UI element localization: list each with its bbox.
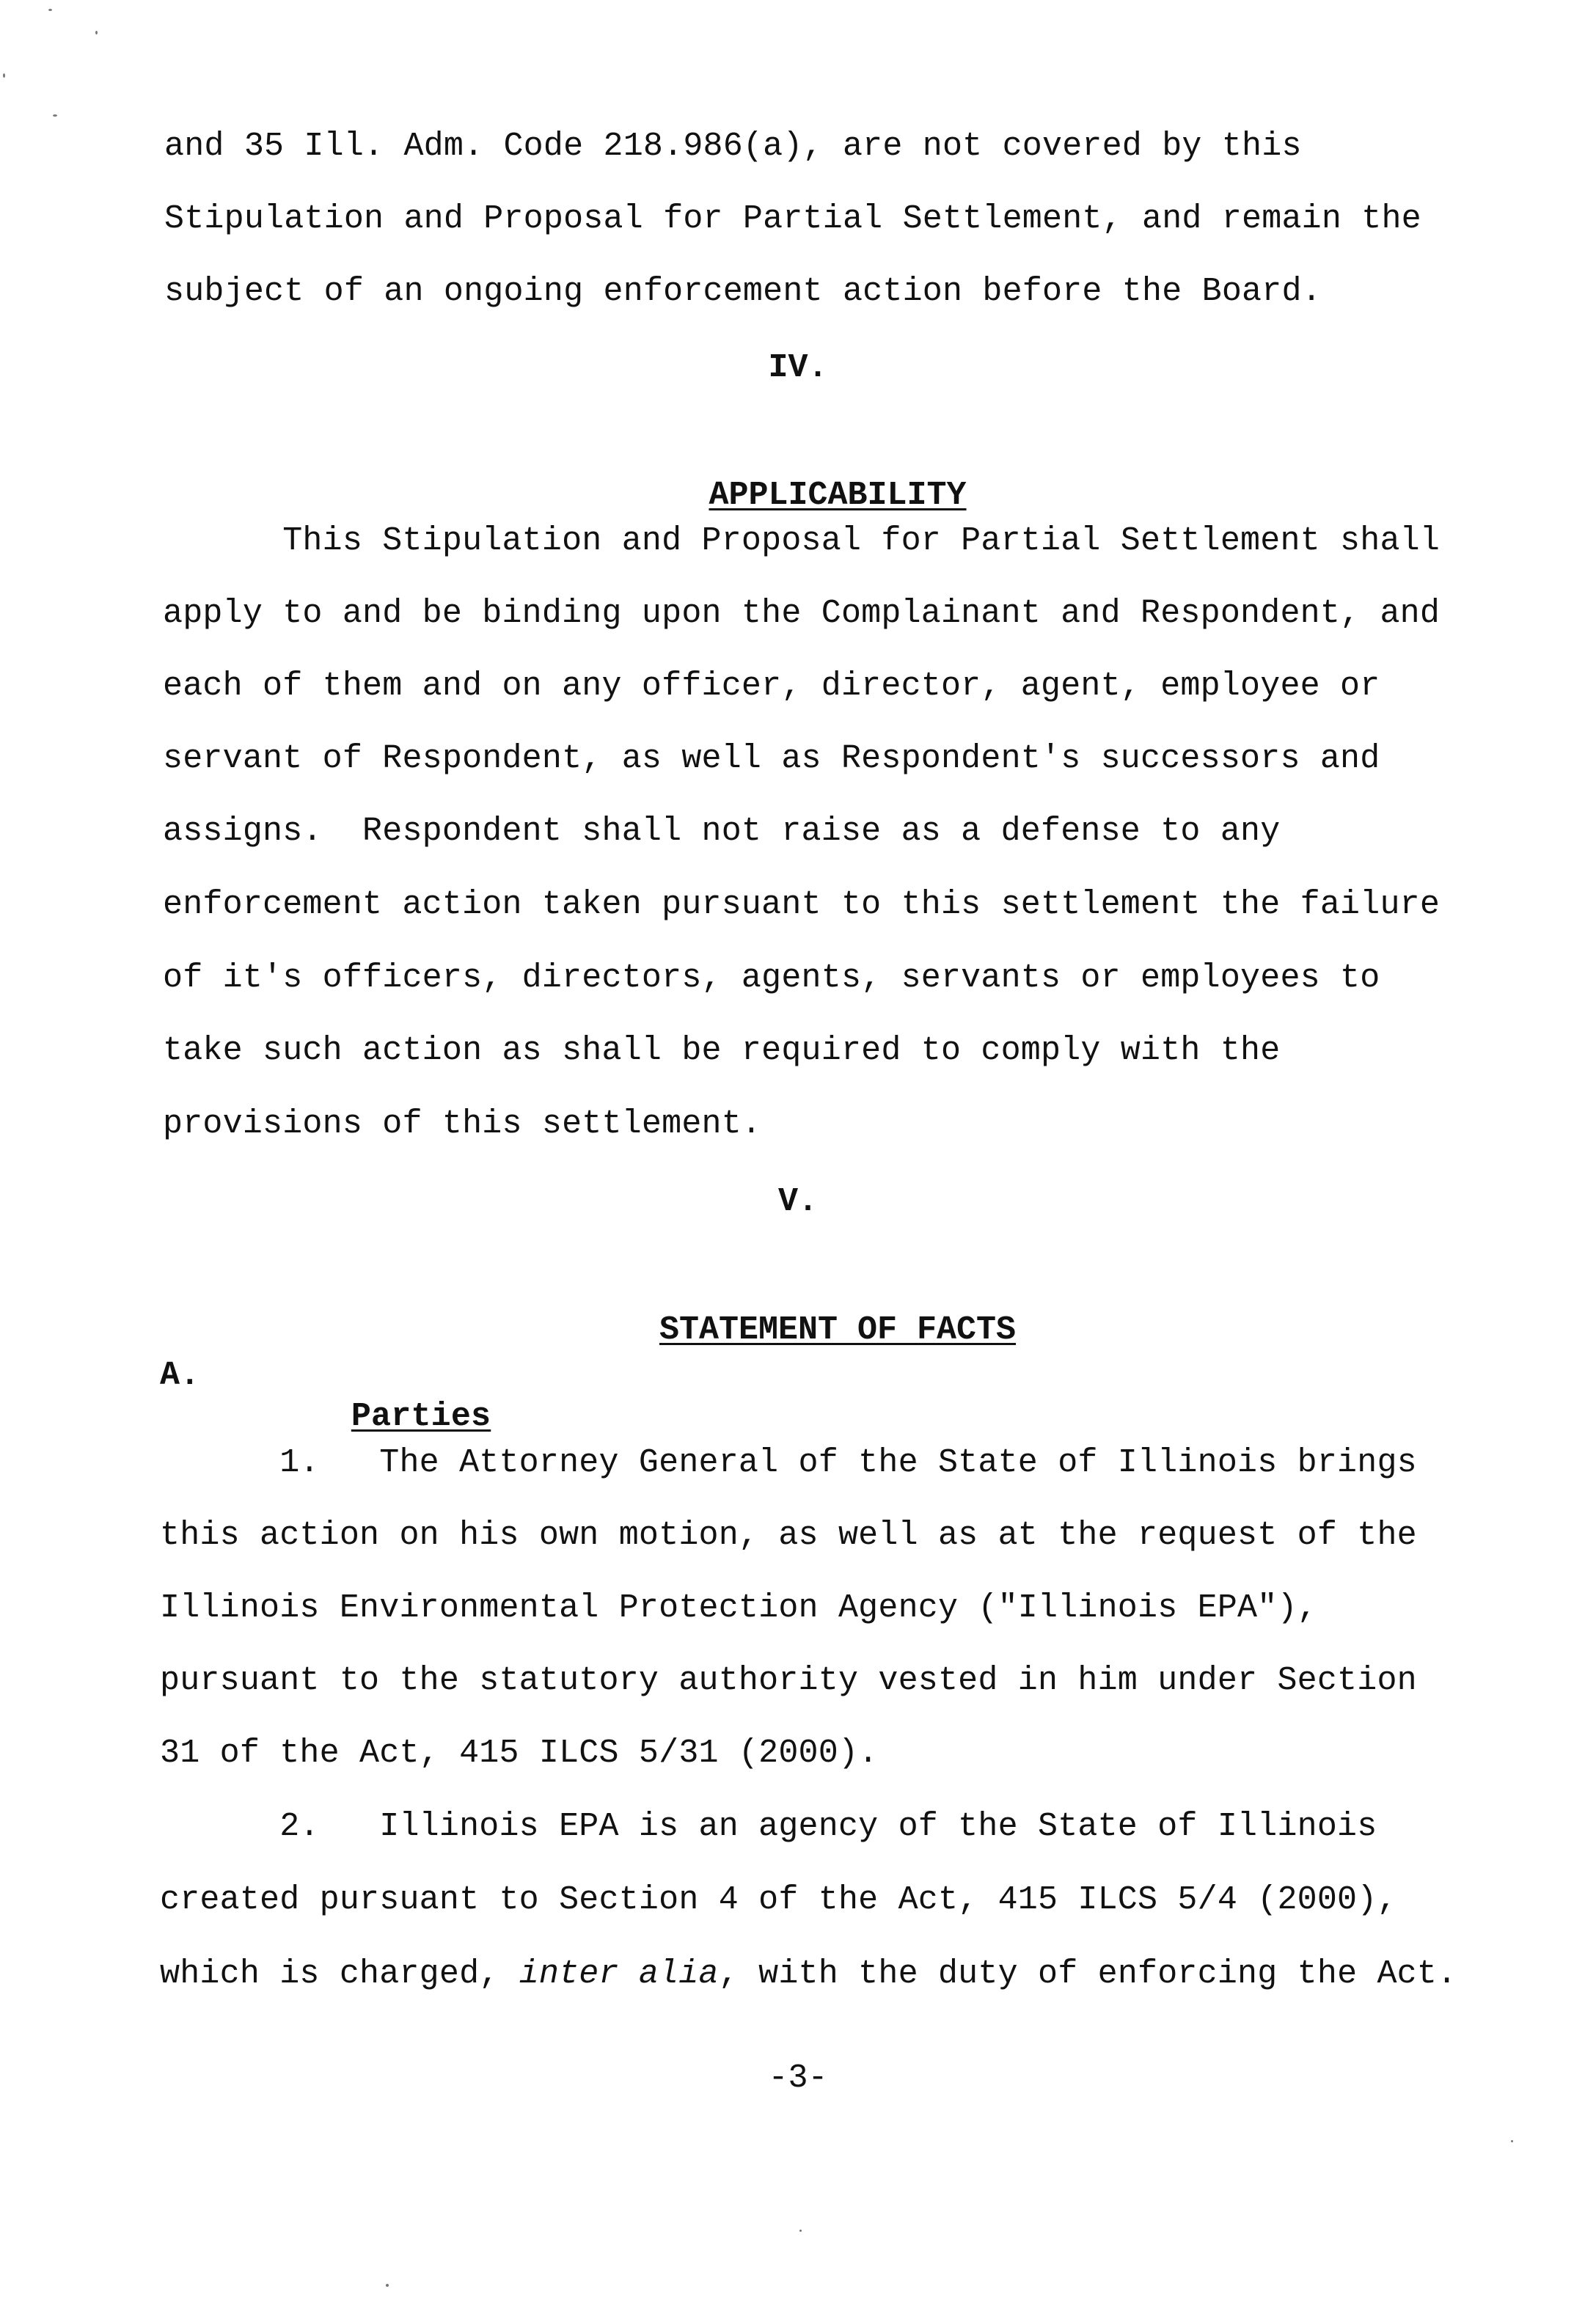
section-iv-heading: APPLICABILITY <box>709 477 967 514</box>
para2-line-3-italic: inter alia <box>519 1955 719 1993</box>
applicability-line-7: of it's officers, directors, agents, servants or employees to <box>163 959 1380 997</box>
section-v-heading: STATEMENT OF FACTS <box>659 1311 1017 1349</box>
para1-line-2: this action on his own motion, as well as at the request of the <box>160 1517 1417 1554</box>
continuation-line-2: Stipulation and Proposal for Partial Settlement, and remain the <box>164 200 1421 238</box>
para1-line-5: 31 of the Act, 415 ILCS 5/31 (2000). <box>160 1735 879 1772</box>
continuation-line-3: subject of an ongoing enforcement action before the Board. <box>164 273 1322 310</box>
scan-speck <box>53 114 57 117</box>
applicability-line-8: take such action as shall be required to comply with the <box>163 1032 1281 1069</box>
section-iv-numeral: IV. <box>768 349 828 387</box>
subsection-a-title: Parties <box>351 1398 491 1435</box>
subsection-a-letter: A. <box>160 1357 200 1394</box>
scan-speck <box>48 9 52 11</box>
applicability-line-4: servant of Respondent, as well as Respondent's successors and <box>163 740 1380 777</box>
para1-line-1: 1. The Attorney General of the State of Illinois brings <box>160 1444 1417 1482</box>
scan-speck <box>3 73 5 78</box>
applicability-line-6: enforcement action taken pursuant to this settlement the failure <box>163 886 1441 923</box>
para2-line-1: 2. Illinois EPA is an agency of the State of Illinois <box>160 1808 1377 1845</box>
para2-line-3 <box>160 1954 1457 1995</box>
para2-line-2: created pursuant to Section 4 of the Act, 415 ILCS 5/4 (2000), <box>160 1881 1397 1919</box>
continuation-line-1: and 35 Ill. Adm. Code 218.986(a), are not covered by this <box>164 128 1302 165</box>
section-v-heading-wrap <box>0 1269 1596 1392</box>
scan-speck <box>799 2230 802 2232</box>
applicability-line-1: This Stipulation and Proposal for Partial Settlement shall <box>163 522 1441 560</box>
para2-line-3-before: which is charged, <box>160 1955 519 1993</box>
para1-line-4: pursuant to the statutory authority vested in him under Section <box>160 1662 1417 1699</box>
scan-speck <box>1511 2140 1513 2142</box>
applicability-line-3: each of them and on any officer, director, agent, employee or <box>163 667 1380 705</box>
para1-line-3: Illinois Environmental Protection Agency ("Illinois EPA"), <box>160 1589 1317 1627</box>
scan-speck <box>95 31 98 34</box>
applicability-line-9: provisions of this settlement. <box>163 1105 762 1143</box>
applicability-line-2: apply to and be binding upon the Complainant and Respondent, and <box>163 595 1441 632</box>
para2-line-3-after: , with the duty of enforcing the Act. <box>718 1955 1457 1993</box>
applicability-line-5: assigns. Respondent shall not raise as a defense to any <box>163 813 1281 850</box>
section-v-numeral: V. <box>777 1183 818 1220</box>
page-number: -3- <box>768 2059 828 2097</box>
scan-speck <box>386 2284 389 2287</box>
